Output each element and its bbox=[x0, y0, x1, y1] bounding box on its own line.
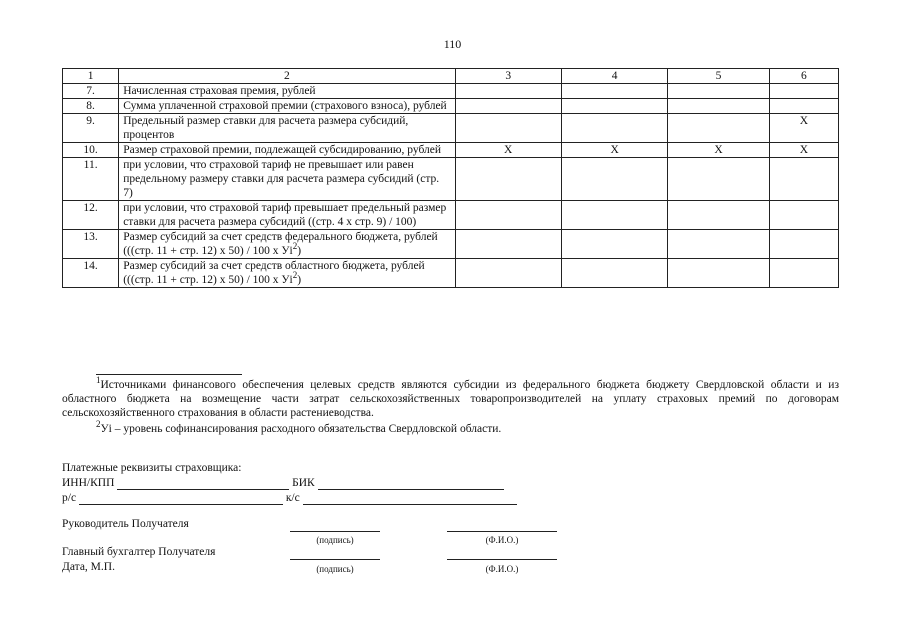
row-number: 8. bbox=[63, 99, 119, 114]
cell-col-5 bbox=[668, 99, 769, 114]
bik-field[interactable] bbox=[318, 479, 504, 490]
accountant-name-caption: (Ф.И.О.) bbox=[485, 564, 519, 574]
row-description bbox=[119, 259, 455, 288]
table-row bbox=[63, 84, 839, 99]
rs-label: р/с bbox=[62, 492, 77, 504]
cell-col-3 bbox=[455, 230, 561, 259]
cell-col-5 bbox=[668, 114, 769, 143]
cell-col-5 bbox=[668, 158, 769, 201]
cell-col-3 bbox=[455, 114, 561, 143]
ks-label: к/с bbox=[285, 492, 300, 504]
cell-col-4 bbox=[561, 84, 667, 99]
cell-col-6 bbox=[769, 201, 838, 230]
table-row bbox=[63, 114, 839, 143]
bik-label: БИК bbox=[292, 477, 315, 489]
cell-col-5 bbox=[668, 259, 769, 288]
table-row bbox=[63, 259, 839, 288]
cell-col-4 bbox=[561, 158, 667, 201]
row-description-tail: ) bbox=[297, 245, 302, 257]
subsidy-calculation-table bbox=[62, 68, 839, 288]
payment-details bbox=[62, 460, 517, 505]
inn-bik-row bbox=[62, 475, 517, 490]
footnote-1 bbox=[62, 375, 839, 420]
cell-col-3 bbox=[455, 84, 561, 99]
table-row bbox=[63, 99, 839, 114]
row-number: 9. bbox=[63, 114, 119, 143]
table-row bbox=[63, 201, 839, 230]
head-signature-line[interactable] bbox=[290, 530, 380, 532]
accountant-label: Главный бухгалтер Получателя bbox=[62, 546, 216, 558]
row-description bbox=[119, 230, 455, 259]
row-description-text: Сумма уплаченной страховой премии (страхового взноса), рублей bbox=[123, 100, 447, 112]
header-cell-4: 4 bbox=[561, 69, 667, 84]
cell-col-3 bbox=[455, 259, 561, 288]
row-description bbox=[119, 84, 455, 99]
page-number: 110 bbox=[443, 37, 462, 51]
cell-col-5: Х bbox=[668, 143, 769, 158]
cell-col-3 bbox=[455, 201, 561, 230]
row-description-text: Размер субсидий за счет средств федерального бюджета, рублей (((стр. 11 + стр. 12) х 50) / 100 х Уi bbox=[123, 231, 438, 257]
payment-title: Платежные реквизиты страховщика: bbox=[62, 462, 242, 474]
row-number: 12. bbox=[63, 201, 119, 230]
footnote-2-text: Уi – уровень софинансирования расходного обязательства Свердловской области. bbox=[100, 423, 502, 435]
row-description-text: Размер страховой премии, подлежащей субсидированию, рублей bbox=[123, 144, 442, 156]
row-footnote-mark: 2 bbox=[292, 241, 298, 252]
row-description-text: при условии, что страховой тариф не превышает или равен предельному размеру ставки для расчета размера субсидий (стр. 7) bbox=[123, 159, 440, 199]
inn-label: ИНН/КПП bbox=[62, 477, 115, 489]
cell-col-6 bbox=[769, 259, 838, 288]
row-description-text: Начисленная страховая премия, рублей bbox=[123, 85, 316, 97]
row-description bbox=[119, 114, 455, 143]
row-number: 14. bbox=[63, 259, 119, 288]
row-description-text: Предельный размер ставки для расчета размера субсидий, процентов bbox=[123, 115, 409, 141]
row-description bbox=[119, 201, 455, 230]
row-description-text: при условии, что страховой тариф превышает предельный размер ставки для расчета размера субсидий ((стр. 4 х стр. 9) / 100) bbox=[123, 202, 447, 228]
cell-col-6 bbox=[769, 84, 838, 99]
cell-col-3: Х bbox=[455, 143, 561, 158]
cell-col-4 bbox=[561, 230, 667, 259]
row-description bbox=[119, 143, 455, 158]
inn-field[interactable] bbox=[117, 479, 289, 490]
cell-col-6 bbox=[769, 158, 838, 201]
footnote-1-text: Источниками финансового обеспечения целевых средств являются субсидии из федерального бюджета бюджету Свердловской области и из областного бюджета на возмещение части затрат сельскохозяйственных товаропроизводителей на уплату страховых премий по договорам сельскохозяйственного страхования в области растениеводства. bbox=[62, 379, 839, 419]
accountant-name-line[interactable] bbox=[447, 558, 557, 560]
footnote-2-mark: 2 bbox=[96, 419, 101, 430]
cell-col-4 bbox=[561, 259, 667, 288]
row-description bbox=[119, 158, 455, 201]
row-number: 7. bbox=[63, 84, 119, 99]
row-number: 11. bbox=[63, 158, 119, 201]
header-cell-2: 2 bbox=[119, 69, 455, 84]
head-name-line[interactable] bbox=[447, 530, 557, 532]
accountant-signature-caption: (подпись) bbox=[316, 564, 354, 574]
cell-col-3 bbox=[455, 158, 561, 201]
head-label: Руководитель Получателя bbox=[62, 518, 189, 530]
footnotes bbox=[62, 375, 839, 436]
row-number: 10. bbox=[63, 143, 119, 158]
rs-field[interactable] bbox=[79, 494, 283, 505]
cell-col-6 bbox=[769, 99, 838, 114]
header-cell-6: 6 bbox=[769, 69, 838, 84]
payment-title-row bbox=[62, 460, 517, 475]
cell-col-3 bbox=[455, 99, 561, 114]
table-row bbox=[63, 230, 839, 259]
table-row bbox=[63, 143, 839, 158]
cell-col-4: Х bbox=[561, 143, 667, 158]
cell-col-6: Х bbox=[769, 143, 838, 158]
footnote-2 bbox=[62, 419, 839, 436]
cell-col-5 bbox=[668, 230, 769, 259]
rs-ks-row bbox=[62, 490, 517, 505]
date-label: Дата, М.П. bbox=[62, 561, 115, 573]
head-name-caption: (Ф.И.О.) bbox=[485, 535, 519, 545]
table-body bbox=[63, 69, 839, 288]
cell-col-4 bbox=[561, 201, 667, 230]
cell-col-4 bbox=[561, 99, 667, 114]
head-signature-caption: (подпись) bbox=[316, 535, 354, 545]
ks-field[interactable] bbox=[303, 494, 517, 505]
cell-col-6 bbox=[769, 230, 838, 259]
row-description bbox=[119, 99, 455, 114]
row-description-tail: ) bbox=[297, 274, 302, 286]
row-description-text: Размер субсидий за счет средств областного бюджета, рублей (((стр. 11 + стр. 12) х 50) / 100 х Уi bbox=[123, 260, 425, 286]
table-header-row bbox=[63, 69, 839, 84]
row-number: 13. bbox=[63, 230, 119, 259]
cell-col-5 bbox=[668, 201, 769, 230]
header-cell-1: 1 bbox=[63, 69, 119, 84]
table-row bbox=[63, 158, 839, 201]
accountant-signature-line[interactable] bbox=[290, 558, 380, 560]
row-footnote-mark: 2 bbox=[292, 270, 298, 281]
header-cell-5: 5 bbox=[668, 69, 769, 84]
cell-col-6: Х bbox=[769, 114, 838, 143]
footnote-1-mark: 1 bbox=[96, 375, 101, 386]
cell-col-5 bbox=[668, 84, 769, 99]
cell-col-4 bbox=[561, 114, 667, 143]
footnote-separator bbox=[96, 374, 242, 375]
header-cell-3: 3 bbox=[455, 69, 561, 84]
